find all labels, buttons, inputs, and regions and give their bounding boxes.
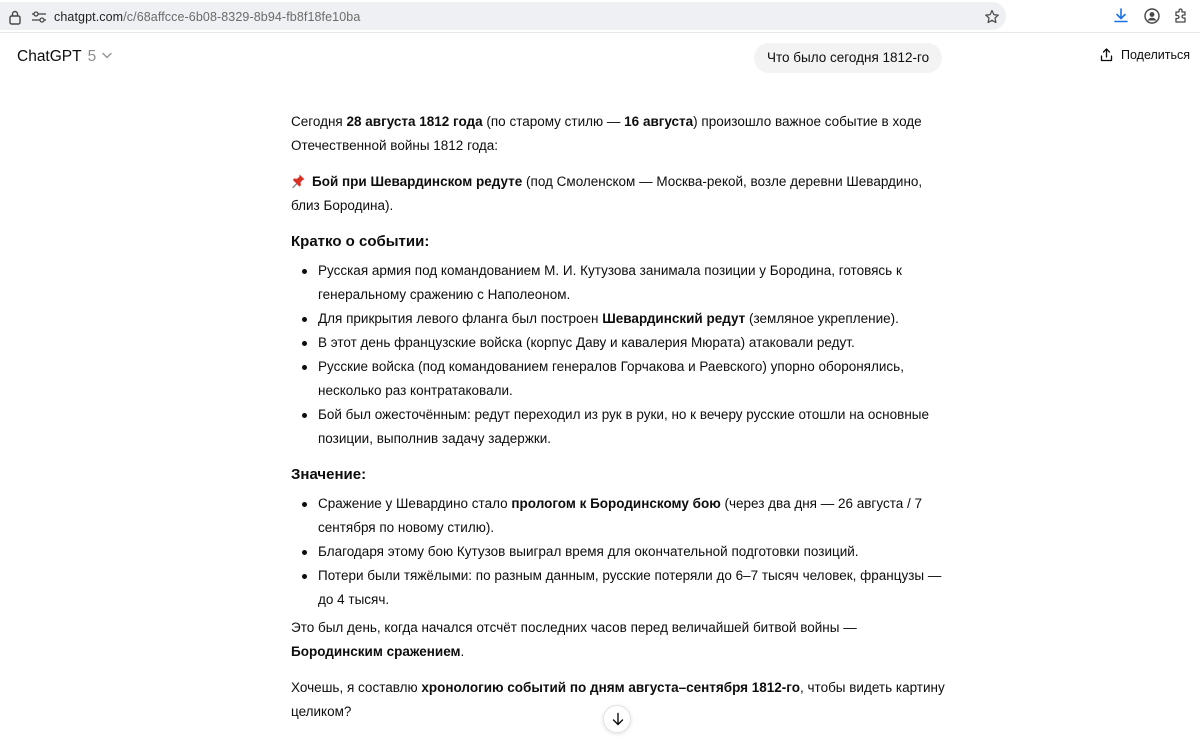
download-icon[interactable] [1112,7,1130,25]
summary-list [291,259,951,451]
list-item: Благодаря этому бою Кутузов выиграл время для окончательной подготовки позиций. [291,540,951,564]
text-run: Сражение у Шевардино стало [318,496,512,511]
user-message-bubble: Что было сегодня 1812-го [754,43,942,73]
text-run: . [460,644,465,659]
share-icon [1100,48,1113,62]
list-item [291,492,951,540]
browser-toolbar [0,0,1200,33]
text-run: (через два дня — 26 августа / 7 сентября по новому стилю). [318,496,923,535]
pushpin-icon [291,173,306,189]
text-run: (земляное укрепление). [745,311,899,326]
address-bar[interactable] [0,2,1006,30]
chevron-down-icon [102,52,112,59]
model-switcher-button[interactable] [17,48,112,66]
bold-borodino: Бородинским сражением [291,644,461,659]
text-run: (под Смоленском — Москва-рекой, возле деревни Шевардино, близ Бородина). [291,174,923,213]
event-paragraph [291,170,951,218]
assistant-message [291,110,951,724]
text-run: (по старому стилю — [482,114,625,129]
text-run: Это был день, когда начался отсчёт последних часов перед величайшей битвой войны — [291,620,857,635]
share-label: Поделиться [1121,48,1191,62]
list-item: Русские войска (под командованием генералов Горчакова и Раевского) упорно оборонялись, несколько раз контратаковали. [291,355,951,403]
bold-event-title: Бой при Шевардинском редуте [312,174,523,189]
profile-icon[interactable] [1143,7,1161,25]
text-run: , чтобы видеть картину целиком? [291,680,945,719]
text-run: Хочешь, я составлю [291,680,422,695]
arrow-down-icon [611,712,625,726]
url-text[interactable] [54,10,360,24]
star-icon[interactable] [984,9,1000,25]
chat-header [0,33,1200,85]
bold-prologue: прологом к Бородинскому бою [511,496,721,511]
bold-chronology: хронологию событий по дням августа–сентября 1812-го [421,680,800,695]
text-run: Сегодня [291,114,347,129]
text-run: ) произошло важное событие в ходе Отечественной войны 1812 года: [291,114,922,153]
section-heading-summary: Кратко о событии: [291,233,430,250]
scroll-to-bottom-button[interactable] [603,705,631,733]
url-host: chatgpt.com [54,10,124,24]
closing-paragraph [291,616,951,664]
model-name: ChatGPT [17,48,82,65]
model-version: 5 [87,48,97,65]
url-path: /c/68affcce-6b08-8329-8b94-fb8f18fe10ba [123,10,361,24]
bold-date: 28 августа 1812 года [346,114,483,129]
lock-icon[interactable] [8,9,22,25]
text-run: Для прикрытия левого фланга был построен [318,311,603,326]
tune-icon[interactable] [31,11,47,23]
extensions-icon[interactable] [1172,7,1190,25]
section-heading-significance: Значение: [291,466,367,483]
list-item [291,307,951,331]
list-item: Бой был ожесточённым: редут переходил из рук в руки, но к вечеру русские отошли на основные позиции, выполнив задачу задержки. [291,403,951,451]
intro-paragraph [291,110,951,158]
list-item: Русская армия под командованием М. И. Кутузова занимала позиции у Бородина, готовясь к генеральному сражению с Наполеоном. [291,259,951,307]
bold-old-style-date: 16 августа [624,114,694,129]
list-item: Потери были тяжёлыми: по разным данным, русские потеряли до 6–7 тысяч человек, французы — до 4 тысяч. [291,564,951,612]
list-item: В этот день французские войска (корпус Даву и кавалерия Мюрата) атаковали редут. [291,331,951,355]
bold-redoubt: Шевардинский редут [602,311,746,326]
significance-list [291,492,951,612]
share-button[interactable] [1100,48,1190,62]
